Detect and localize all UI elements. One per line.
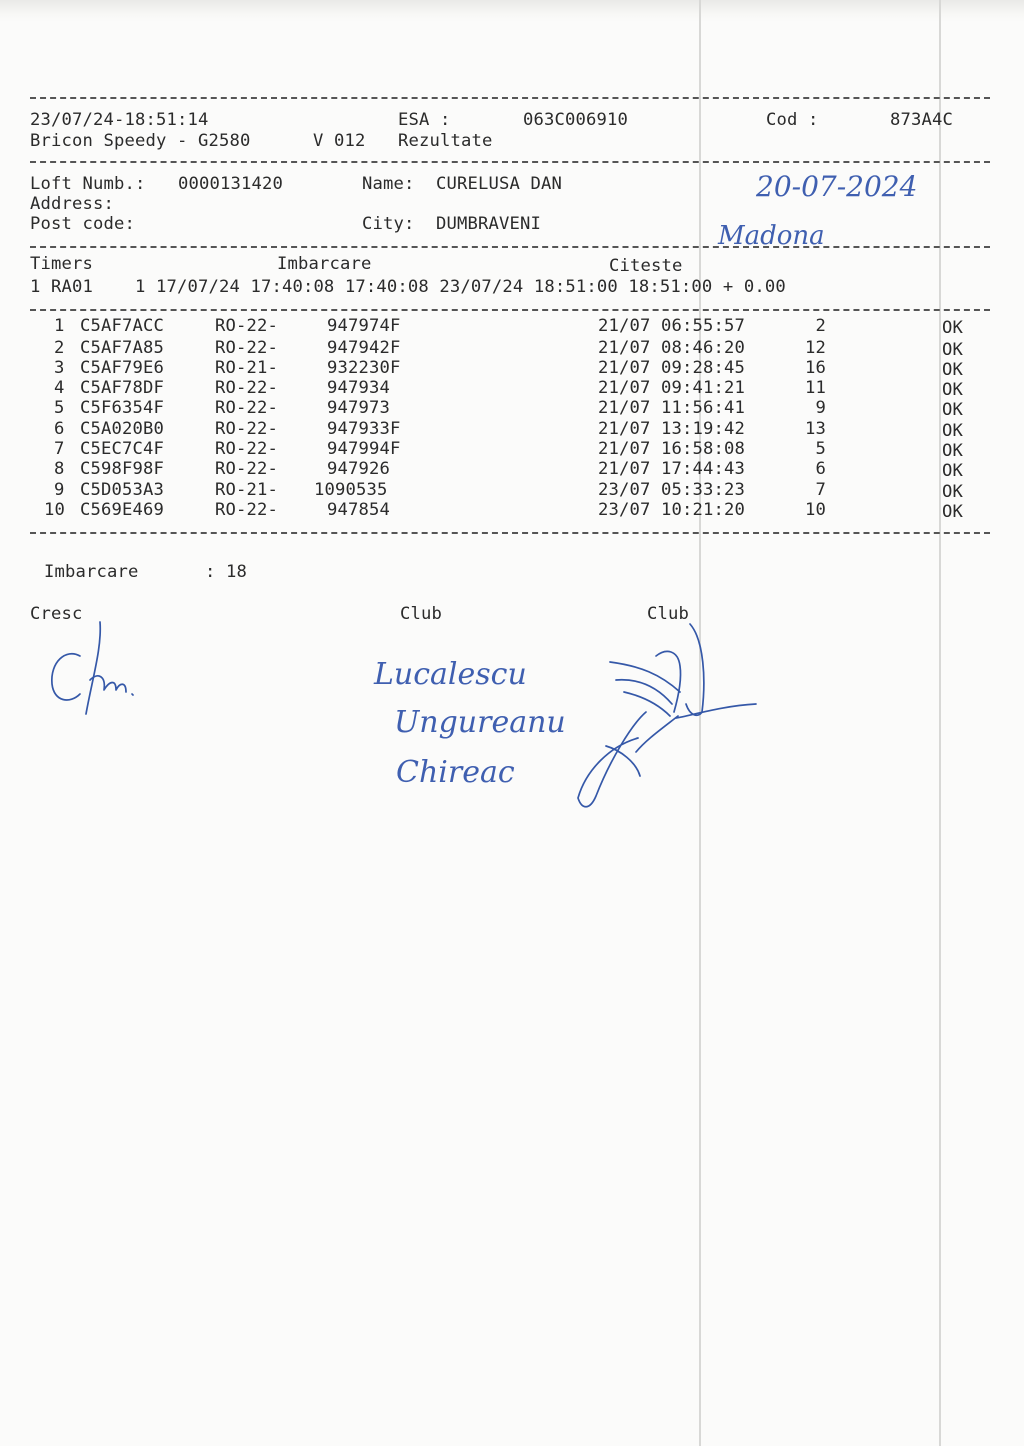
arrival-time: 21/07 08:46:20 bbox=[598, 338, 745, 358]
arrival-time: 21/07 16:58:08 bbox=[598, 439, 745, 459]
status: OK bbox=[942, 318, 963, 338]
table-row bbox=[0, 400, 1024, 420]
cod-value: 873A4C bbox=[890, 110, 953, 130]
status: OK bbox=[942, 502, 963, 522]
ring-prefix: RO-21- bbox=[215, 480, 278, 500]
ring-prefix: RO-22- bbox=[215, 316, 278, 336]
ring-number: 947933F bbox=[327, 419, 401, 439]
ring-number: 947994F bbox=[327, 439, 401, 459]
club-label: Club bbox=[400, 604, 442, 624]
chip-id: C598F98F bbox=[80, 459, 164, 479]
ring-prefix: RO-22- bbox=[215, 459, 278, 479]
ring-prefix: RO-22- bbox=[215, 439, 278, 459]
signature-name-1: Lucalescu bbox=[374, 657, 527, 692]
club-signatures bbox=[360, 620, 780, 820]
imbarcare-header: Imbarcare bbox=[277, 254, 372, 274]
rank: 13 bbox=[805, 419, 826, 439]
table-row bbox=[0, 441, 1024, 461]
cresc-label: Cresc bbox=[30, 604, 83, 624]
separator-line bbox=[30, 309, 990, 311]
print-datetime: 23/07/24-18:51:14 bbox=[30, 110, 209, 130]
rank: 7 bbox=[815, 480, 826, 500]
esa-value: 063C006910 bbox=[523, 110, 628, 130]
status: OK bbox=[942, 461, 963, 481]
chip-id: C5AF79E6 bbox=[80, 358, 164, 378]
handwritten-date: 20-07-2024 bbox=[756, 170, 918, 203]
ring-number: 1090535 bbox=[314, 480, 388, 500]
citeste-header: Citeste bbox=[609, 256, 683, 276]
document-type: Rezultate bbox=[398, 131, 493, 151]
city-label: City: bbox=[362, 214, 415, 234]
row-number: 9 bbox=[54, 480, 65, 500]
handwritten-race-info bbox=[718, 168, 1000, 258]
status: OK bbox=[942, 421, 963, 441]
status: OK bbox=[942, 400, 963, 420]
chip-id: C5D053A3 bbox=[80, 480, 164, 500]
table-row bbox=[0, 360, 1024, 380]
arrival-time: 21/07 17:44:43 bbox=[598, 459, 745, 479]
status: OK bbox=[942, 380, 963, 400]
chip-id: C569E469 bbox=[80, 500, 164, 520]
imbarcare-summary-label: Imbarcare bbox=[44, 562, 139, 582]
signature-name-3: Chireac bbox=[396, 755, 515, 790]
arrival-time: 21/07 06:55:57 bbox=[598, 316, 745, 336]
chip-id: C5F6354F bbox=[80, 398, 164, 418]
loft-label: Loft Numb.: bbox=[30, 174, 146, 194]
loft-number: 0000131420 bbox=[178, 174, 283, 194]
chip-id: C5AF7ACC bbox=[80, 316, 164, 336]
table-row bbox=[0, 502, 1024, 522]
rank: 12 bbox=[805, 338, 826, 358]
ring-prefix: RO-22- bbox=[215, 419, 278, 439]
table-row bbox=[0, 421, 1024, 441]
separator-line bbox=[30, 246, 990, 248]
address-label: Address: bbox=[30, 194, 114, 214]
arrival-time: 21/07 13:19:42 bbox=[598, 419, 745, 439]
ring-prefix: RO-22- bbox=[215, 378, 278, 398]
table-row bbox=[0, 318, 1024, 338]
table-row bbox=[0, 380, 1024, 400]
ring-number: 947974F bbox=[327, 316, 401, 336]
chip-id: C5AF78DF bbox=[80, 378, 164, 398]
rank: 2 bbox=[815, 316, 826, 336]
ring-number: 947934 bbox=[327, 378, 390, 398]
row-number: 7 bbox=[54, 439, 65, 459]
separator-line bbox=[30, 161, 990, 163]
city-value: DUMBRAVENI bbox=[436, 214, 541, 234]
ring-prefix: RO-22- bbox=[215, 500, 278, 520]
postcode-label: Post code: bbox=[30, 214, 135, 234]
row-number: 3 bbox=[54, 358, 65, 378]
row-number: 5 bbox=[54, 398, 65, 418]
ring-prefix: RO-22- bbox=[215, 398, 278, 418]
separator-line bbox=[30, 97, 990, 99]
device-version: V 012 bbox=[313, 131, 366, 151]
rank: 9 bbox=[815, 398, 826, 418]
cod-label: Cod : bbox=[766, 110, 819, 130]
row-number: 2 bbox=[54, 338, 65, 358]
arrival-time: 23/07 10:21:20 bbox=[598, 500, 745, 520]
ring-number: 947854 bbox=[327, 500, 390, 520]
rank: 16 bbox=[805, 358, 826, 378]
breeder-signature bbox=[40, 618, 150, 718]
fancier-name: CURELUSA DAN bbox=[436, 174, 562, 194]
status: OK bbox=[942, 482, 963, 502]
chip-id: C5EC7C4F bbox=[80, 439, 164, 459]
esa-label: ESA : bbox=[398, 110, 451, 130]
arrival-time: 23/07 05:33:23 bbox=[598, 480, 745, 500]
imbarcare-summary-value: : 18 bbox=[205, 562, 247, 582]
chip-id: C5A020B0 bbox=[80, 419, 164, 439]
row-number: 6 bbox=[54, 419, 65, 439]
status: OK bbox=[942, 360, 963, 380]
rank: 5 bbox=[815, 439, 826, 459]
ring-number: 947942F bbox=[327, 338, 401, 358]
ring-number: 947973 bbox=[327, 398, 390, 418]
ring-number: 947926 bbox=[327, 459, 390, 479]
separator-line bbox=[30, 532, 990, 534]
signature-name-2: Ungureanu bbox=[394, 705, 566, 740]
table-row bbox=[0, 482, 1024, 502]
timer-line: 1 RA01 1 17/07/24 17:40:08 17:40:08 23/07/24 18:51:00 18:51:00 + 0.00 bbox=[30, 277, 786, 297]
ring-prefix: RO-22- bbox=[215, 338, 278, 358]
handwritten-place: Madona bbox=[718, 221, 825, 251]
row-number: 8 bbox=[54, 459, 65, 479]
table-row bbox=[0, 461, 1024, 481]
status: OK bbox=[942, 340, 963, 360]
ring-prefix: RO-21- bbox=[215, 358, 278, 378]
club-label: Club bbox=[647, 604, 689, 624]
ring-number: 932230F bbox=[327, 358, 401, 378]
scan-shadow bbox=[0, 0, 1024, 22]
name-label: Name: bbox=[362, 174, 415, 194]
row-number: 4 bbox=[54, 378, 65, 398]
arrival-time: 21/07 09:28:45 bbox=[598, 358, 745, 378]
row-number: 10 bbox=[44, 500, 65, 520]
status: OK bbox=[942, 441, 963, 461]
timers-label: Timers bbox=[30, 254, 93, 274]
row-number: 1 bbox=[54, 316, 65, 336]
arrival-time: 21/07 11:56:41 bbox=[598, 398, 745, 418]
table-row bbox=[0, 340, 1024, 360]
arrival-time: 21/07 09:41:21 bbox=[598, 378, 745, 398]
rank: 11 bbox=[805, 378, 826, 398]
rank: 6 bbox=[815, 459, 826, 479]
rank: 10 bbox=[805, 500, 826, 520]
chip-id: C5AF7A85 bbox=[80, 338, 164, 358]
device-name: Bricon Speedy - G2580 bbox=[30, 131, 251, 151]
